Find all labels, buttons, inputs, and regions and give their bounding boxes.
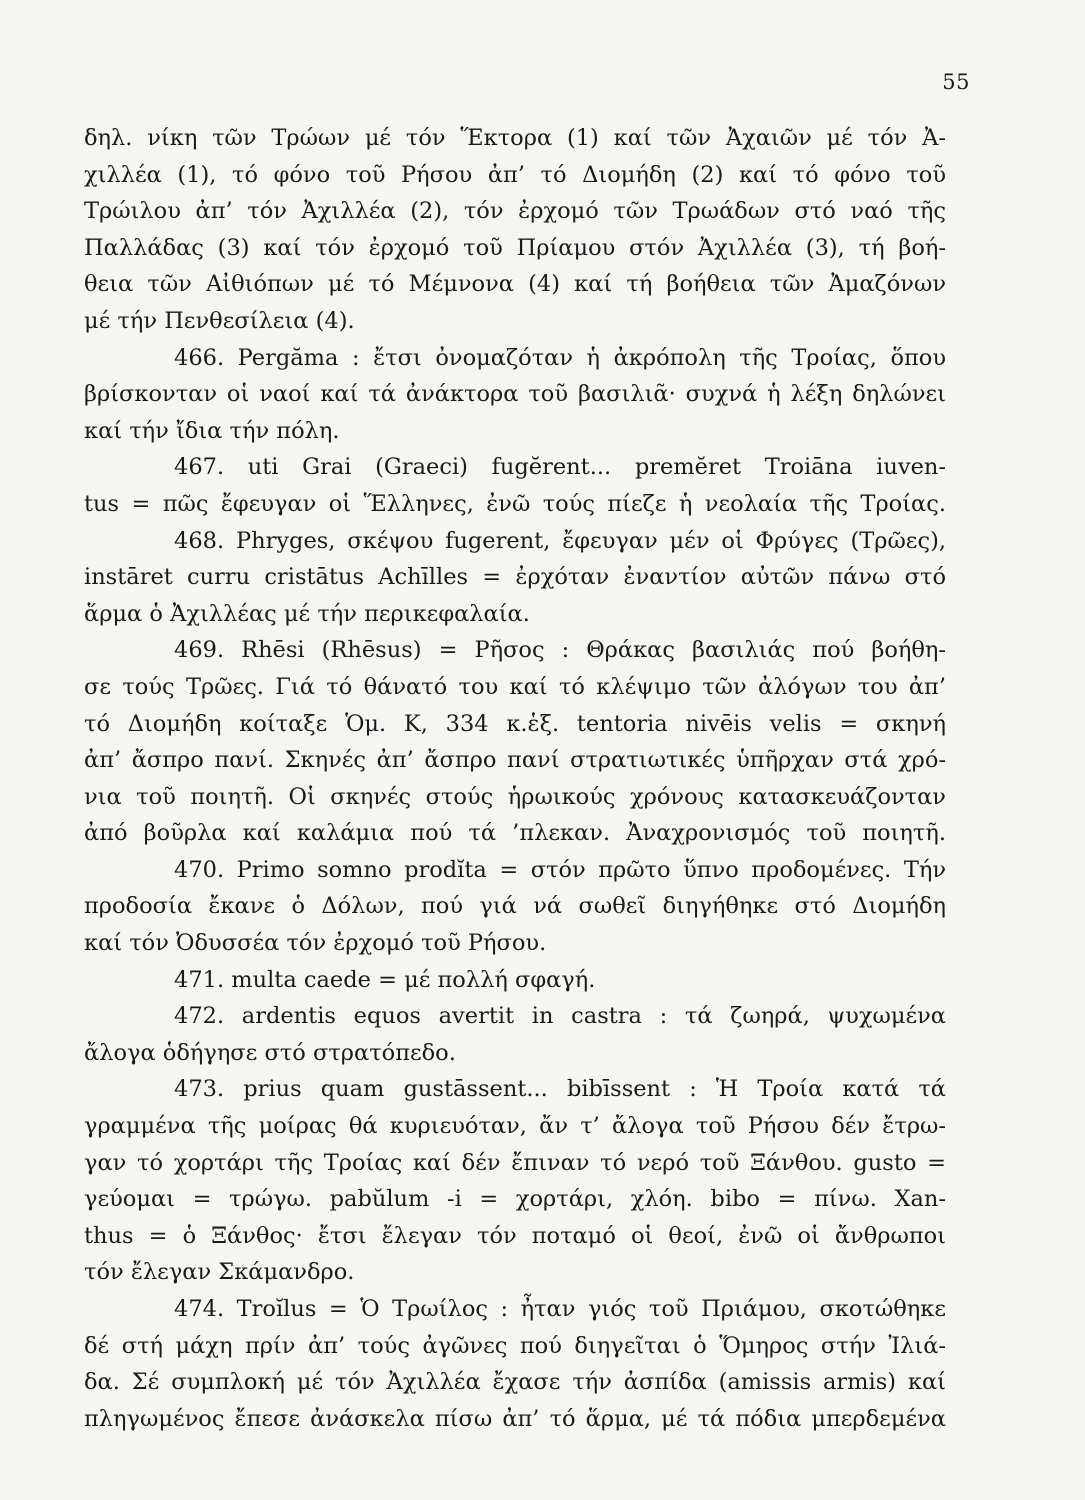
text-line: 471. multa caede = μέ πολλή σφαγή. (174, 966, 596, 993)
text-line: χιλλέα (1), τό φόνο τοῦ Ρήσου ἀπ’ τό Διομήδη (2) καί τό φόνο τοῦ (84, 161, 946, 188)
text-line: σε τούς Τρῶες. Γιά τό θάνατό του καί τό κλέψιμο τῶν ἀλόγων του ἀπ’ (84, 673, 946, 700)
text-line: καί τήν ἴδια τήν πόλη. (84, 417, 340, 444)
text-line: 472. ardentis equos avertit in castra : τά ζωηρά, ψυχωμένα (174, 1003, 946, 1030)
text-line: ἅρμα ὁ Ἀχιλλέας μέ τήν περικεφαλαία. (84, 600, 530, 627)
text-line: 467. uti Grai (Graeci) fugĕrent... premĕret Troiāna iuven- (174, 454, 946, 481)
text-line: τό Διομήδη κοίταξε Ὁμ. Κ, 334 κ.ἑξ. tentoria nivēis velis = σκηνή (84, 710, 946, 737)
text-line: tus = πῶς ἔφευγαν οἱ Ἕλληνες, ἐνῶ τούς πίεζε ἡ νεολαία τῆς Τροίας. (84, 490, 946, 517)
text-line: 474. Troĭlus = Ὁ Τρωίλος : ἦταν γιός τοῦ Πριάμου, σκοτώθηκε (174, 1296, 946, 1322)
text-line: 466. Pergăma : ἔτσι ὀνομαζόταν ἡ ἀκρόπολη τῆς Τροίας, ὅπου (174, 344, 946, 371)
text-line: 468. Phryges, σκέψου fugerent, ἔφευγαν μέν οἱ Φρύγες (Τρῶες), (174, 527, 946, 554)
text-line: γεύομαι = τρώγω. pabŭlum -i = χορτάρι, χλόη. bibo = πίνω. Xan- (84, 1186, 946, 1213)
text-line: γραμμένα τῆς μοίρας θά κυριευόταν, ἄν τ’ ἄλογα τοῦ Ρήσου δέν ἔτρω- (84, 1113, 946, 1140)
text-line: thus = ὁ Ξάνθος· ἔτσι ἔλεγαν τόν ποταμό οἱ θεοί, ἐνῶ οἱ ἄνθρωποι (84, 1222, 946, 1249)
text-line: Τρώιλου ἀπ’ τόν Ἀχιλλέα (2), τόν ἐρχομό τῶν Τρωάδων στό ναό τῆς (84, 198, 946, 225)
text-line: ἀπό βοῦρλα καί καλάμια πού τά ’πλεκαν. Ἀναχρονισμός τοῦ ποιητῆ. (84, 820, 946, 847)
text-line: 470. Primo somno prodĭta = στόν πρῶτο ὕπνο προδομένες. Τήν (174, 856, 946, 883)
text-line: καί τόν Ὀδυσσέα τόν ἐρχομό τοῦ Ρήσου. (84, 930, 547, 957)
text-line: ἀπ’ ἄσπρο πανί. Σκηνές ἀπ’ ἄσπρο πανί στρατιωτικές ὑπῆρχαν στά χρό- (84, 747, 946, 774)
text-line: γαν τό χορτάρι τῆς Τροίας καί δέν ἔπιναν τό νερό τοῦ Ξάνθου. gusto = (84, 1149, 946, 1176)
page-number: 55 (942, 70, 970, 94)
text-line: 469. Rhēsi (Rhēsus) = Ρῆσος : Θράκας βασιλιάς πού βοήθη- (174, 637, 946, 664)
text-line: μέ τήν Πενθεσίλεια (4). (84, 307, 355, 334)
text-line: δηλ. νίκη τῶν Τρώων μέ τόν Ἕκτορα (1) καί τῶν Ἀχαιῶν μέ τόν Ἀ- (84, 125, 946, 151)
text-line: τόν ἔλεγαν Σκάμανδρο. (84, 1259, 355, 1286)
text-line: πληγωμένος ἔπεσε ἀνάσκελα πίσω ἀπ’ τό ἅρμα, μέ τά πόδια μπερδεμένα (84, 1405, 946, 1432)
text-line: Παλλάδας (3) καί τόν ἐρχομό τοῦ Πρίαμου στόν Ἀχιλλέα (3), τή βοή- (84, 234, 946, 261)
text-line: δέ στή μάχη πρίν ἀπ’ τούς ἀγῶνες πού διηγεῖται ὁ Ὅμηρος στήν Ἰλιά- (84, 1332, 946, 1359)
text-line: βρίσκονταν οἱ ναοί καί τά ἀνάκτορα τοῦ βασιλιᾶ· συχνά ἡ λέξη δηλώνει (84, 381, 946, 408)
text-line: 473. prius quam gustāssent... bibīssent : Ἡ Τροία κατά τά (174, 1076, 946, 1103)
text-line: νια τοῦ ποιητῆ. Οἱ σκηνές στούς ἡρωικούς χρόνους κατασκευάζονταν (84, 783, 946, 810)
text-line: θεια τῶν Αἰθιόπων μέ τό Μέμνονα (4) καί τή βοήθεια τῶν Ἀμαζόνων (84, 271, 946, 298)
text-line: δα. Σέ συμπλοκή μέ τόν Ἀχιλλέα ἔχασε τήν ἀσπίδα (amissis armis) καί (84, 1369, 946, 1396)
text-line: instāret curru cristātus Achīlles = ἐρχόταν ἐναντίον αὐτῶν πάνω στό (84, 564, 946, 591)
commentary-text (84, 120, 946, 1437)
text-line: προδοσία ἔκανε ὁ Δόλων, πού γιά νά σωθεῖ διηγήθηκε στό Διομήδη (84, 893, 946, 920)
text-line: ἄλογα ὁδήγησε στό στρατόπεδο. (84, 1039, 456, 1066)
